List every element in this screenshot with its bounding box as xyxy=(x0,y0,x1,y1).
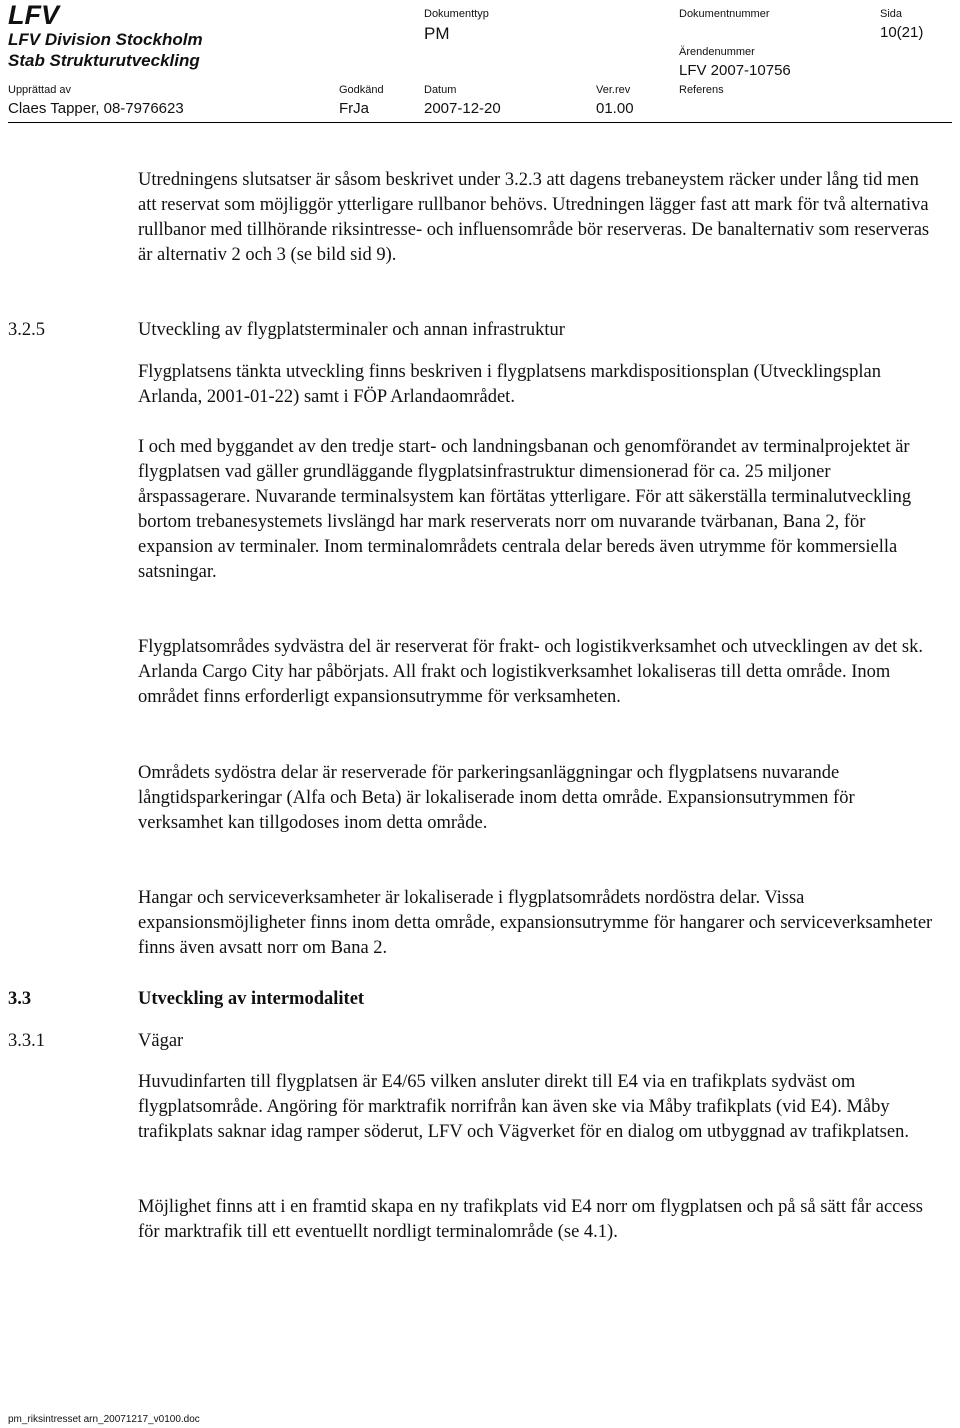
section-3-3-number: 3.3 xyxy=(8,989,32,1009)
rev-label: Ver.rev xyxy=(596,84,631,96)
lfv-logo: LFV xyxy=(8,0,59,30)
author-value: Claes Tapper, 08-7976623 xyxy=(8,100,184,117)
paragraph-cargo-area: Flygplatsområdes sydvästra del är reserverat för frakt- och logistikverksamhet och utvecklingen av det sk. Arlanda Cargo City har påbörjats. All frakt och logistikverksamhet lokaliseras till detta område. Inom området finns erforderligt expansionsutrymme för verksamheten. xyxy=(138,637,923,707)
doctype-value: PM xyxy=(424,24,450,43)
unit-name: Stab Strukturutveckling xyxy=(8,51,200,70)
rev-value: 01.00 xyxy=(596,100,634,117)
author-label: Upprättad av xyxy=(8,84,71,96)
page-label: Sida xyxy=(880,8,903,20)
paragraph-conclusions: Utredningens slutsatser är såsom beskrivet under 3.2.3 att dagens trebaneystem räcker under lång tid men att reservat som möjliggör ytterligare rullbanor behövs. Utredningen lägger fast att mark för två alternativa rullbanor med tillhörande riksintresse- och influensområde bör reserveras. De banalternativ som reserveras är alternativ 2 och 3 (se bild sid 9). xyxy=(138,170,930,265)
paragraph-future-interchange: Möjlighet finns att i en framtid skapa en ny trafikplats vid E4 norr om flygplatsen och på så sätt får access för marktrafik till ett eventuellt nordligt terminalområde (se 4.1). xyxy=(138,1197,924,1242)
section-3-3-title: Utveckling av intermodalitet xyxy=(138,989,365,1009)
section-3-3-1-title: Vägar xyxy=(138,1031,184,1051)
approved-label: Godkänd xyxy=(339,84,384,96)
reference-label: Referens xyxy=(679,84,724,96)
doctype-label: Dokumenttyp xyxy=(424,8,489,20)
paragraph-parking-area: Områdets sydöstra delar är reserverade för parkeringsanläggningar och flygplatsens nuvarande långtidsparkeringar (Alfa och Beta) är lokaliserade inom detta område. Expansionsutrymmen för verksamhet kan tillgodoses inom detta område. xyxy=(138,763,855,833)
section-3-2-5-number: 3.2.5 xyxy=(8,320,45,340)
paragraph-terminal-capacity: I och med byggandet av den tredje start- och landningsbanan och genomförandet av terminalprojektet är flygplatsen vad gäller grundläggande flygplatsinfrastruktur dimensionerad för ca. 25 miljoner årspassagerare. Nuvarande terminalsystem kan förtätas ytterligare. För att säkerställa terminalutveckling bortom trebanesystemets livslängd har mark reserverats norr om nuvarande tvärbanan, Bana 2, för expansion av terminaler. Inom terminalområdets centrala delar bereds även utrymme för kommersiella satsningar. xyxy=(138,437,912,582)
paragraph-development-plan: Flygplatsens tänkta utveckling finns beskriven i flygplatsens markdispositionsplan (Utvecklingsplan Arlanda, 2001-01-22) samt i FÖP Arlandaområdet. xyxy=(138,362,881,407)
case-number: LFV 2007-10756 xyxy=(679,62,791,79)
header-divider xyxy=(8,122,952,123)
paragraph-hangar-area: Hangar och serviceverksamheter är lokaliserade i flygplatsområdets nordöstra delar. Vissa expansionsmöjligheter finns inom detta område, expansionsutrymme för hangarer och serviceverksamheter finns även avsatt norr om Bana 2. xyxy=(138,888,933,958)
page-number: 10(21) xyxy=(880,24,924,41)
docnum-label: Dokumentnummer xyxy=(679,8,770,20)
approved-value: FrJa xyxy=(339,100,369,117)
paragraph-main-entrance: Huvudinfarten till flygplatsen är E4/65 vilken ansluter direkt till E4 via en trafikplats sydväst om flygplatsområde. Angöring för marktrafik norrifrån kan även ske via Måby trafikplats (vid E4). Måby trafikplats saknar idag ramper söderut, LFV och Vägverket för en dialog om utbyggnad av trafikplatsen. xyxy=(138,1072,909,1142)
section-3-3-1-number: 3.3.1 xyxy=(8,1031,45,1051)
date-label: Datum xyxy=(424,84,457,96)
case-label: Ärendenummer xyxy=(679,46,755,58)
division-name: LFV Division Stockholm xyxy=(8,30,203,49)
footer-filename: pm_riksintresset arn_20071217_v0100.doc xyxy=(8,1414,200,1425)
section-3-2-5-title: Utveckling av flygplatsterminaler och annan infrastruktur xyxy=(138,320,565,340)
date-value: 2007-12-20 xyxy=(424,100,501,117)
